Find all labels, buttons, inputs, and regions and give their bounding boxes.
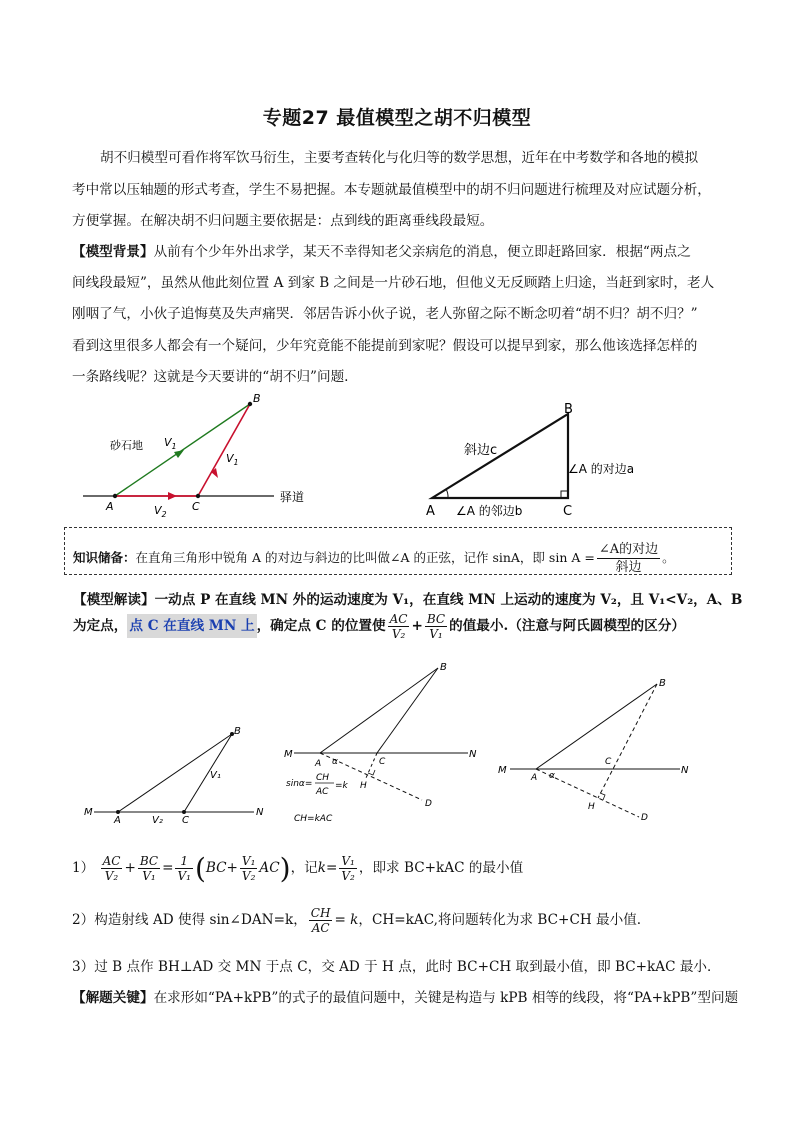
svg-text:B: B (440, 662, 447, 673)
svg-text:V2: $V_2$ (154, 504, 167, 519)
svg-text:α: α (332, 757, 338, 767)
svg-text:α: α (549, 771, 555, 781)
background-line-5: 一条路线呢？这就是今天要讲的“胡不归”问题. (72, 369, 349, 385)
figure-model-minimum (494, 672, 694, 832)
svg-text:斜边c: 斜边c (464, 443, 498, 458)
intro-line-2: 考中常以压轴题的形式考查，学生不易把握。本专题就最值模型中的胡不归问题进行梳理及对应试题分析， (72, 182, 711, 198)
svg-text:B: B (564, 402, 573, 417)
svg-text:∠A 的邻边b: ∠A 的邻边b (456, 504, 523, 518)
model-line-2: 为定点， 点 C 在直线 MN 上 ，确定点 C 的位置使 $\frac{AC}{\text{V₂}}$ + $\frac{BC}{\text{V₁}}$ 的值最小.（注意与阿氏圆模型的区分） (73, 612, 685, 641)
svg-text:CH=kAC: CH=kAC (294, 814, 333, 824)
intro-line-3: 方便掌握。在解决胡不归问题主要依据是：点到线的距离垂线段最短。 (72, 213, 494, 229)
svg-text:B: B (253, 392, 261, 405)
figure-road (78, 392, 318, 522)
svg-text:D: D (425, 799, 432, 809)
step-1: 1） $\frac{AC}{\text{V₂}}$ + $\frac{BC}{\text{V₁}}$ = $\frac{1}{\text{V₁}}$ (BC+ $\frac{\text{V₁}}{\text{V₂}}$ AC)，记k= $\frac{\text{V₁}}{\text{V₂}}$ ，即求 BC+kAC 的最小值 (72, 852, 524, 885)
key-line: 【解题关键】在求形如“PA+kPB”的式子的最值问题中，关键是构造与 kPB 相等的线段，将“PA+kPB”型问题 (72, 990, 739, 1006)
background-line-2: 间线段最短”，虽然从他此刻位置 A 到家 B 之间是一片砂石地，但他义无反顾踏上归途，当赶到家时，老人 (72, 275, 715, 291)
background-tag: 【模型背景】 (72, 244, 154, 260)
background-line-4: 看到这里很多人都会有一个疑问，少年究竟能不能提前到家呢？假设可以提早到家，那么他该选择怎样的 (72, 338, 698, 354)
svg-text:D: D (641, 813, 648, 823)
svg-text:∠A 的对边a: ∠A 的对边a (568, 462, 635, 476)
figure-model-basic (80, 722, 270, 827)
step-3: 3）过 B 点作 BH⊥AD 交 MN 于点 C，交 AD 于 H 点，此时 BC+CH 取到最小值，即 BC+kAC 最小． (72, 959, 721, 975)
svg-text:V₁: V₁ (210, 770, 221, 781)
svg-text:C: C (182, 815, 189, 826)
svg-text:N: N (256, 807, 264, 818)
highlight-point-c: 点 C 在直线 MN 上 (127, 614, 256, 638)
svg-text:A: A (106, 500, 114, 513)
intro-line-1: 胡不归模型可看作将军饮马衍生，主要考查转化与化归等的数学思想，近年在中考数学和各地的模拟 (100, 150, 699, 166)
figure-model-construction (282, 660, 477, 830)
svg-text:B: B (234, 726, 241, 737)
model-line-1: 【模型解读】一动点 P 在直线 MN 外的运动速度为 V₁，在直线 MN 上运动的速度为 V₂，且 V₁<V₂，A、B (73, 592, 743, 608)
step-2: 2）构造射线 AD 使得 sin∠DAN=k， $\frac{CH}{AC}$ = k，CH=kAC,将问题转化为求 BC+CH 最小值. (72, 906, 642, 935)
label-road: 驿道 (280, 490, 305, 504)
page-title: 专题27 最值模型之胡不归模型 (262, 107, 532, 129)
background-line-3: 刚咽了气，小伙子追悔莫及失声痛哭．邻居告诉小伙子说，老人弥留之际不断念叨着“胡不归？胡不归？” (72, 306, 698, 322)
svg-text:C: C (379, 757, 386, 767)
svg-text:sinα=: sinα= (286, 779, 313, 789)
svg-text:H: H (588, 802, 595, 812)
svg-text:N: N (469, 749, 477, 760)
background-line-1: 【模型背景】从前有个少年外出求学，某天不幸得知老父亲病危的消息，便立即赶路回家．根据“两点之 (72, 244, 691, 260)
svg-text:A: A (531, 773, 538, 783)
svg-text:M: M (498, 765, 507, 776)
svg-text:A: A (426, 504, 435, 519)
svg-text:V₂: V₂ (152, 815, 163, 826)
label-sand: 砂石地 (110, 439, 143, 452)
svg-text:C: C (563, 504, 573, 519)
svg-text:M: M (284, 749, 293, 760)
figure-right-triangle (422, 398, 662, 523)
svg-text:C: C (192, 500, 200, 513)
svg-text:AC: AC (316, 787, 329, 797)
svg-text:=k: =k (335, 781, 348, 791)
svg-text:M: M (84, 807, 93, 818)
svg-text:H: H (360, 781, 367, 791)
svg-text:V1: $V_1$ (164, 436, 177, 451)
knowledge-line: 知识储备：在直角三角形中锐角 A 的对边与斜边的比叫做∠A 的正弦，记作 sinA，即 sin A = $\frac{\text{∠A的对边}}{\text{斜边}}$ 。 (73, 542, 675, 575)
knowledge-tag: 知识储备： (73, 550, 136, 565)
svg-text:CH: CH (316, 773, 330, 783)
svg-text:C: C (605, 757, 612, 767)
svg-text:A: A (114, 815, 121, 826)
svg-text:V1: $V_1$ (226, 452, 239, 467)
svg-text:N: N (681, 765, 689, 776)
svg-text:B: B (659, 678, 666, 689)
svg-text:A: A (315, 759, 322, 769)
